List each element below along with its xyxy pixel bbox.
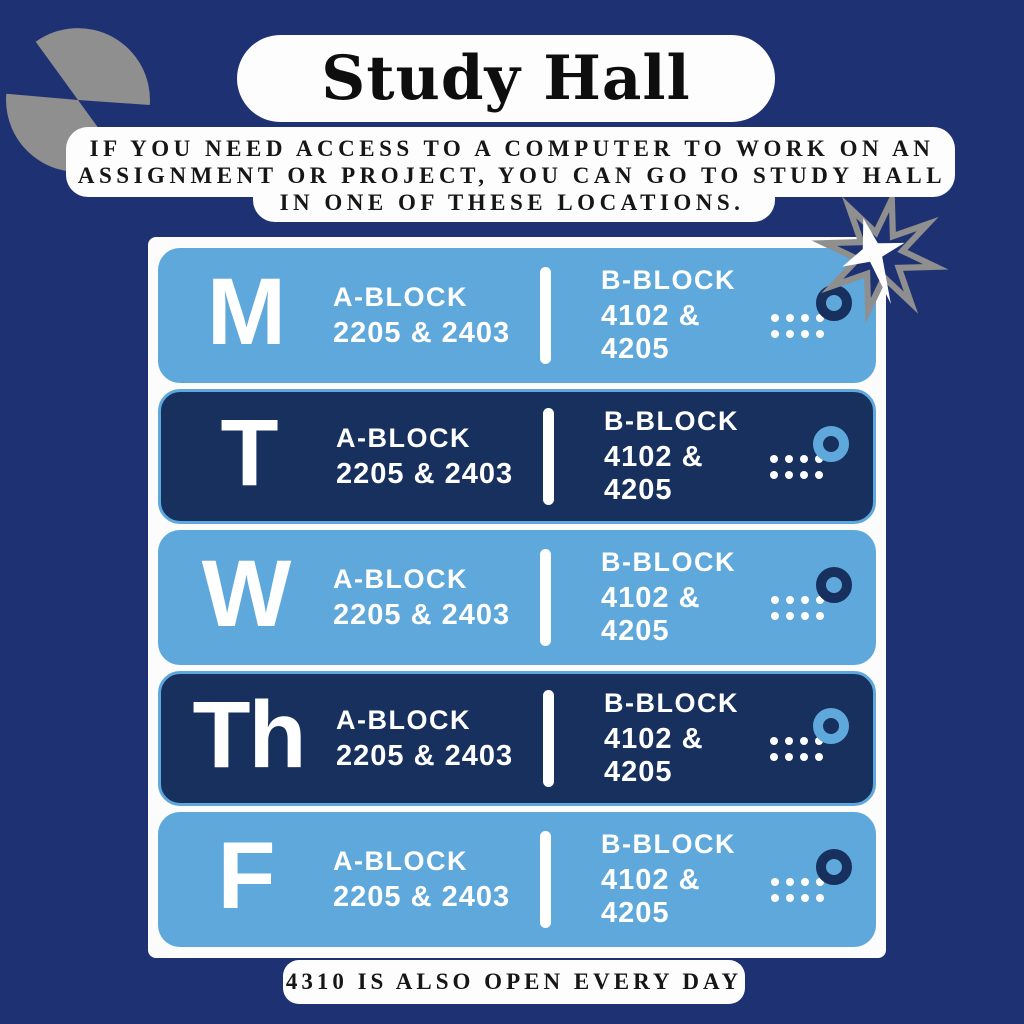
row-divider bbox=[540, 831, 551, 928]
a-block-label: A-BLOCK bbox=[336, 704, 471, 735]
row-divider bbox=[540, 267, 551, 364]
b-block bbox=[601, 829, 771, 930]
b-block-label: B-BLOCK bbox=[601, 829, 736, 859]
b-block bbox=[604, 406, 770, 507]
b-block-label: B-BLOCK bbox=[604, 406, 739, 436]
schedule-row bbox=[158, 248, 876, 383]
a-block bbox=[336, 423, 543, 491]
dots-and-ring-icon bbox=[771, 567, 854, 629]
b-block-rooms: 4102 & 4205 bbox=[601, 582, 701, 647]
row-divider bbox=[543, 690, 554, 787]
a-block-label: A-BLOCK bbox=[333, 563, 468, 594]
dots-grid-icon bbox=[771, 596, 824, 620]
day-label: M bbox=[206, 259, 285, 365]
subtitle-line: IF YOU NEED ACCESS TO A COMPUTER TO WORK ON AN bbox=[89, 136, 935, 161]
schedule-row bbox=[158, 530, 876, 665]
title-pill bbox=[237, 35, 775, 122]
day-label: W bbox=[201, 541, 290, 647]
dots-and-ring-icon bbox=[770, 708, 851, 770]
a-block bbox=[333, 564, 540, 632]
subtitle-line: ASSIGNMENT OR PROJECT, YOU CAN GO TO STUDY HALL bbox=[77, 163, 947, 188]
b-block bbox=[604, 688, 770, 789]
a-block bbox=[333, 846, 540, 914]
dots-grid-icon bbox=[770, 737, 823, 761]
b-block-label: B-BLOCK bbox=[601, 265, 736, 295]
subtitle-text bbox=[0, 135, 1024, 216]
day-label: T bbox=[220, 400, 277, 506]
a-block-label: A-BLOCK bbox=[336, 422, 471, 453]
ring-icon bbox=[813, 426, 849, 462]
a-block bbox=[333, 282, 540, 350]
dots-grid-icon bbox=[771, 878, 824, 902]
subtitle-line: IN ONE OF THESE LOCATIONS. bbox=[279, 190, 745, 215]
b-block-rooms: 4102 & 4205 bbox=[601, 300, 701, 365]
footer-pill bbox=[283, 960, 745, 1004]
b-block-rooms: 4102 & 4205 bbox=[604, 723, 704, 788]
ring-icon bbox=[813, 708, 849, 744]
schedule-rows bbox=[158, 248, 876, 947]
b-block bbox=[601, 547, 771, 648]
ring-icon bbox=[816, 567, 852, 603]
schedule-row bbox=[158, 389, 876, 524]
page-title: Study Hall bbox=[321, 43, 691, 114]
a-block-label: A-BLOCK bbox=[333, 281, 468, 312]
b-block-label: B-BLOCK bbox=[604, 688, 739, 718]
day-label: F bbox=[217, 823, 274, 929]
a-block-rooms: 2205 & 2403 bbox=[336, 739, 514, 772]
b-block bbox=[601, 265, 771, 366]
a-block bbox=[336, 705, 543, 773]
dots-and-ring-icon bbox=[771, 849, 854, 911]
schedule-card bbox=[148, 237, 886, 958]
a-block-rooms: 2205 & 2403 bbox=[336, 457, 514, 490]
schedule-row bbox=[158, 812, 876, 947]
row-divider bbox=[540, 549, 551, 646]
b-block-rooms: 4102 & 4205 bbox=[601, 864, 701, 929]
schedule-row bbox=[158, 671, 876, 806]
b-block-label: B-BLOCK bbox=[601, 547, 736, 577]
a-block-label: A-BLOCK bbox=[333, 845, 468, 876]
b-block-rooms: 4102 & 4205 bbox=[604, 441, 704, 506]
row-divider bbox=[543, 408, 554, 505]
footer-note: 4310 IS ALSO OPEN EVERY DAY bbox=[285, 969, 743, 994]
dots-grid-icon bbox=[770, 455, 823, 479]
ring-icon bbox=[816, 849, 852, 885]
dots-and-ring-icon bbox=[770, 426, 851, 488]
a-block-rooms: 2205 & 2403 bbox=[333, 316, 511, 349]
day-label: Th bbox=[192, 682, 305, 788]
a-block-rooms: 2205 & 2403 bbox=[333, 880, 511, 913]
a-block-rooms: 2205 & 2403 bbox=[333, 598, 511, 631]
